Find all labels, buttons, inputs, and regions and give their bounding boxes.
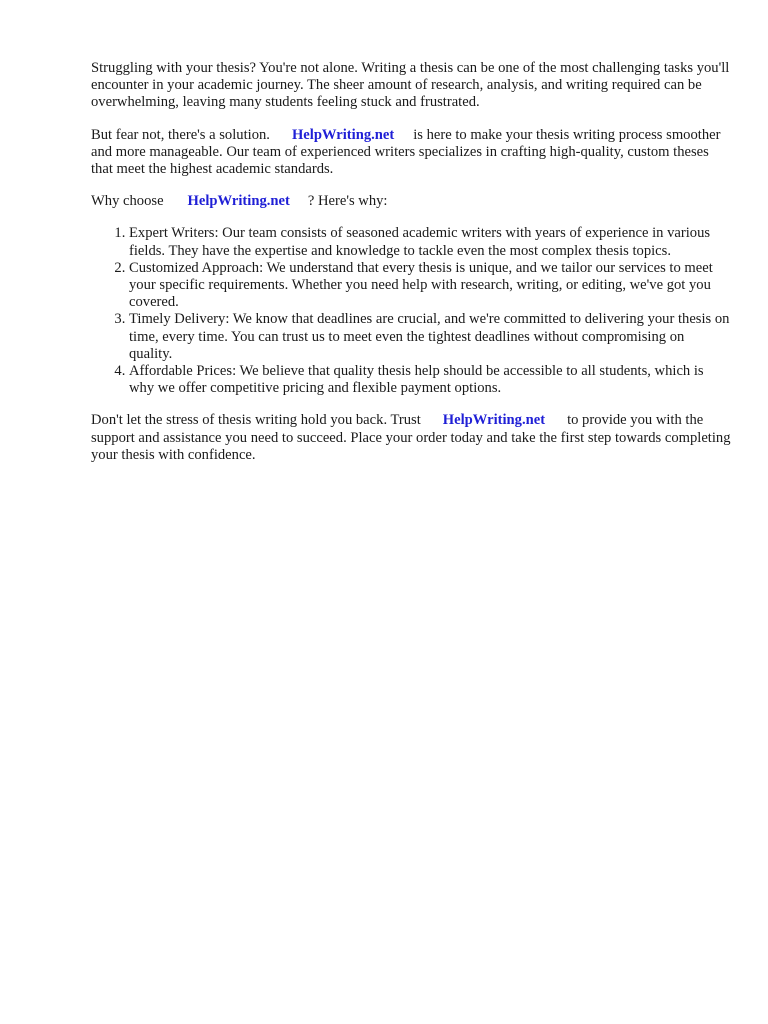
solution-paragraph [91, 127, 731, 179]
why-text-before: Why choose [91, 193, 164, 210]
list-item: 3. Timely Delivery: We know that deadlines are crucial, and we're committed to delivering your thesis on time, every time. You can trust us to meet even the tightest deadlines without compromising on quality. [129, 311, 731, 363]
intro-paragraph: Struggling with your thesis? You're not alone. Writing a thesis can be one of the most challenging tasks you'll encounter in your academic journey. The sheer amount of research, analysis, and writing required can be overwhelming, leaving many students feeling stuck and frustrated. [91, 60, 730, 111]
reasons-list [91, 225, 731, 397]
helpwriting-link[interactable]: HelpWriting.net [442, 412, 546, 429]
why-text-after: ? Here's why: [307, 193, 388, 210]
document-page [91, 60, 731, 479]
list-item: 2. Customized Approach: We understand that every thesis is unique, and we tailor our services to meet your specific requirements. Whether you need help with research, writing, or editing, we've got you covered. [129, 260, 731, 312]
helpwriting-link[interactable]: HelpWriting.net [291, 126, 395, 143]
closing-text-before: Don't let the stress of thesis writing hold you back. Trust [91, 412, 421, 429]
list-item: 1. Expert Writers: Our team consists of seasoned academic writers with years of experience in various fields. They have the expertise and knowledge to tackle even the most complex thesis topics. [129, 225, 731, 259]
list-item: 4. Affordable Prices: We believe that quality thesis help should be accessible to all students, which is why we offer competitive pricing and flexible payment options. [129, 363, 731, 397]
why-paragraph [91, 193, 731, 210]
closing-paragraph [91, 412, 731, 464]
closing-text-after: to provide you with the support and assistance you need to succeed. Place your order today and take the first step towards completing your thesis with confidence. [91, 412, 731, 463]
solution-text-before: But fear not, there's a solution. [91, 126, 270, 143]
solution-text-after: is here to make your thesis writing process smoother and more manageable. Our team of experienced writers specializes in crafting high-quality, custom theses that meet the highest academic standards. [91, 126, 721, 178]
helpwriting-link[interactable]: HelpWriting.net [187, 193, 290, 210]
